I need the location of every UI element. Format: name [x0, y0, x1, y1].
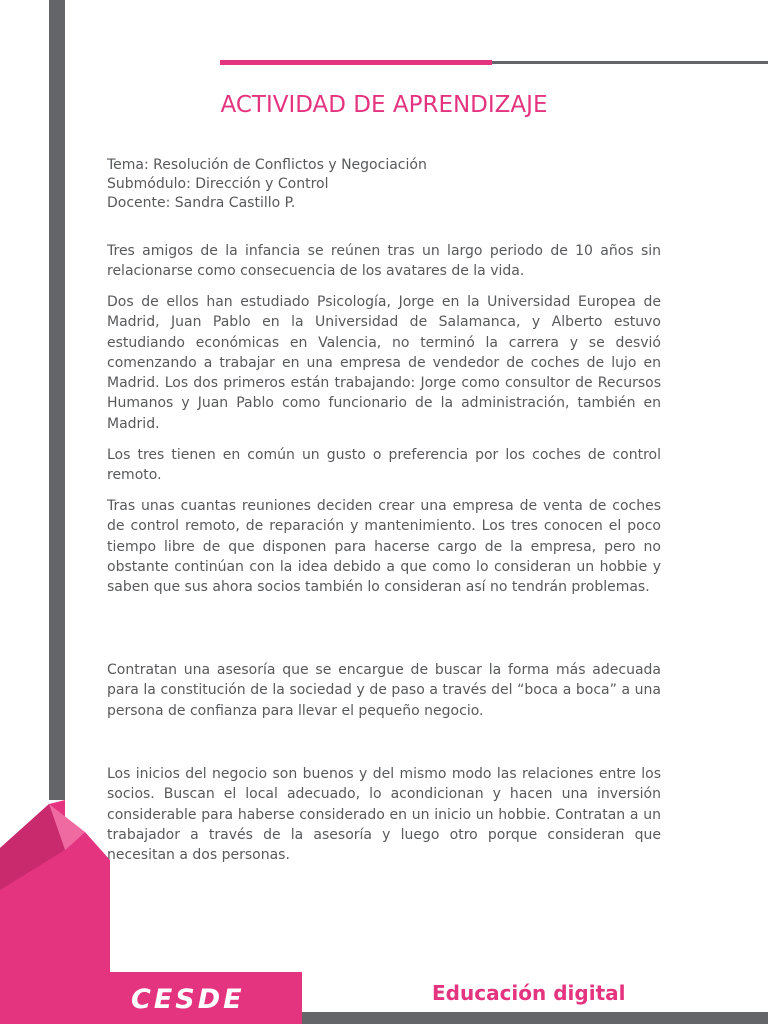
- side-decoration-bar: [49, 0, 65, 800]
- paragraph-4: Tras unas cuantas reuniones deciden crear una empresa de venta de coches de control remoto, de reparación y mantenimiento. Los tres conocen el poco tiempo libre de que disponen para hacerse cargo de la empresa, pero no obstante continúan con la idea debido a que como lo consideran un hobbie y saben que sus ahora socios también lo consideran así no tendrán problemas.: [107, 498, 661, 596]
- meta-tema: Tema: Resolución de Conflictos y Negociación: [107, 157, 427, 173]
- paragraph-6: Los inicios del negocio son buenos y del mismo modo las relaciones entre los socios. Buscan el local adecuado, lo acondicionan y hacen una inversión considerable para haberse considerado en un inicio un hobbie. Contratan a un trabajador a través de la asesoría y luego otro porque consideran que necesitan a dos personas.: [107, 766, 661, 864]
- footer-gray-strip: [302, 1012, 768, 1024]
- meta-submodulo: Submódulo: Dirección y Control: [107, 176, 329, 192]
- cesde-logo: CESDE: [131, 984, 245, 1015]
- paragraph-2: Dos de ellos han estudiado Psicología, Jorge en la Universidad Europea de Madrid, Juan Pablo en la Universidad de Salamanca, y Alberto estuvo estudiando económicas en Valencia, no terminó la carrera y se desvió comenzando a trabajar en una empresa de vendedor de coches de lujo en Madrid. Los dos primeros están trabajando: Jorge como consultor de Recursos Humanos y Juan Pablo como funcionario de la administración, también en Madrid.: [107, 294, 661, 432]
- paragraph-1: Tres amigos de la infancia se reúnen tras un largo periodo de 10 años sin relacionarse como consecuencia de los avatares de la vida.: [107, 243, 661, 280]
- top-accent-line: [220, 60, 492, 65]
- top-gray-line: [492, 61, 768, 64]
- meta-docente: Docente: Sandra Castillo P.: [107, 195, 296, 211]
- activity-meta: [107, 156, 427, 213]
- page-title: ACTIVIDAD DE APRENDIZAJE: [220, 92, 548, 118]
- paragraph-3: Los tres tienen en común un gusto o preferencia por los coches de control remoto.: [107, 447, 661, 484]
- footer-tagline: Educación digital: [432, 981, 626, 1005]
- paragraph-5: Contratan una asesoría que se encargue de buscar la forma más adecuada para la constitución de la sociedad y de paso a través del “boca a boca” a una persona de confianza para llevar el pequeño negocio.: [107, 662, 661, 719]
